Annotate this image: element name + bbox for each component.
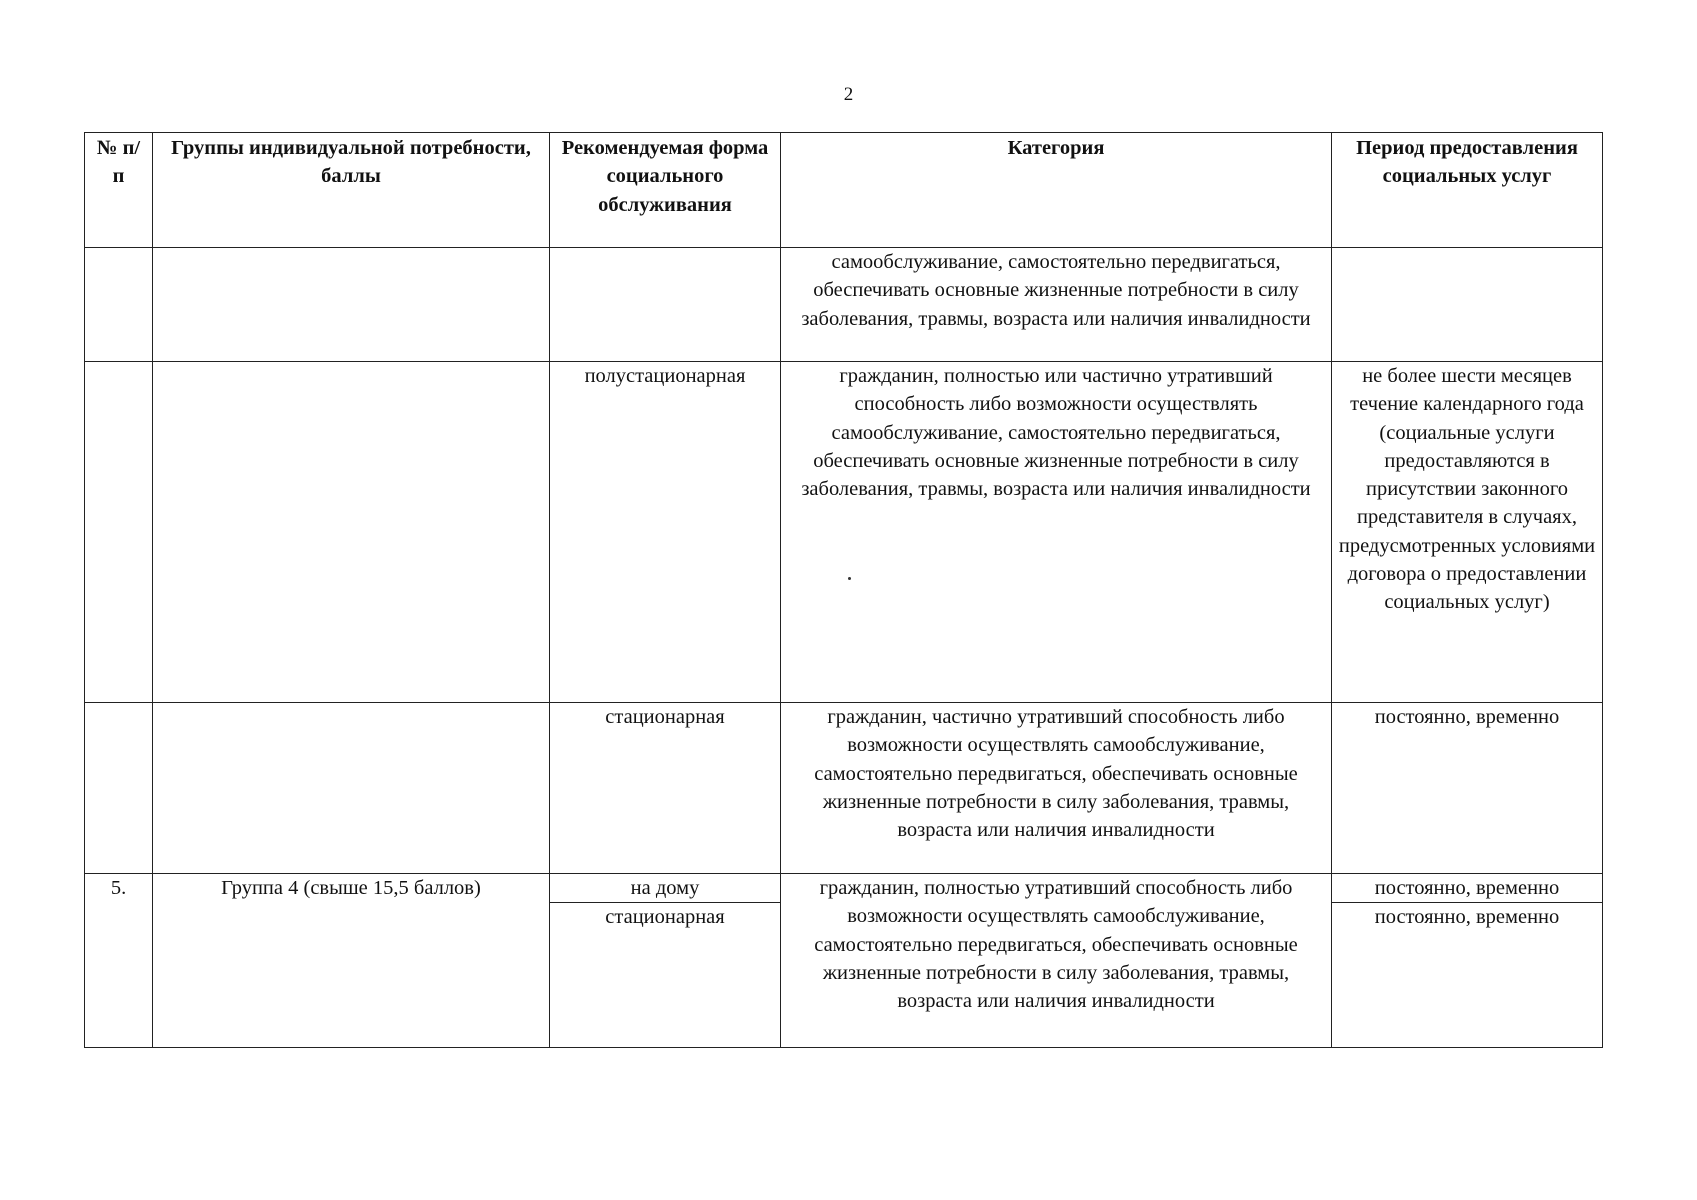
- cell-category: гражданин, частично утративший способность либо возможности осуществлять самообслуживание, самостоятельно передвигаться, обеспечивать основные жизненные потребности в силу заболевания, травмы, возраста или наличия инвалидности: [781, 703, 1332, 874]
- table-row: [85, 703, 1603, 874]
- cell-number: [85, 703, 153, 874]
- header-number: № п/п: [85, 133, 153, 248]
- social-services-table: [84, 132, 1603, 1048]
- cell-number: [85, 248, 153, 362]
- table-row: [85, 874, 1603, 903]
- cell-group: Группа 4 (свыше 15,5 баллов): [153, 874, 550, 1048]
- cell-number: [85, 362, 153, 703]
- cell-period: не более шести месяцев течение календарного года (социальные услуги предоставляются в присутствии законного представителя в случаях, предусмотренных условиями договора о предоставлении социальных услуг): [1332, 362, 1603, 703]
- cell-period: постоянно, временно: [1332, 874, 1603, 903]
- cell-form: [550, 248, 781, 362]
- cell-group: [153, 703, 550, 874]
- cell-category: самообслуживание, самостоятельно передвигаться, обеспечивать основные жизненные потребности в силу заболевания, травмы, возраста или наличия инвалидности: [781, 248, 1332, 362]
- cell-form: на дому: [550, 874, 781, 903]
- cell-period: [1332, 248, 1603, 362]
- cell-form: стационарная: [550, 703, 781, 874]
- header-period: Период предоставления социальных услуг: [1332, 133, 1603, 248]
- cell-category: гражданин, полностью или частично утративший способность либо возможности осуществлять самообслуживание, самостоятельно передвигаться, обеспечивать основные жизненные потребности в силу заболевания, травмы, возраста или наличия инвалидности: [781, 362, 1332, 703]
- cell-form: стационарная: [550, 903, 781, 1048]
- table-header-row: [85, 133, 1603, 248]
- header-category: Категория: [781, 133, 1332, 248]
- table-row: [85, 362, 1603, 703]
- cell-group: [153, 248, 550, 362]
- cell-number: 5.: [85, 874, 153, 1048]
- cell-group: [153, 362, 550, 703]
- cell-period: постоянно, временно: [1332, 903, 1603, 1048]
- cell-form: полустационарная: [550, 362, 781, 703]
- cell-period: постоянно, временно: [1332, 703, 1603, 874]
- page-number: 2: [843, 84, 854, 105]
- header-groups: Группы индивидуальной потребности, баллы: [153, 133, 550, 248]
- cell-category: гражданин, полностью утративший способность либо возможности осуществлять самообслуживание, самостоятельно передвигаться, обеспечивать основные жизненные потребности в силу заболевания, травмы, возраста или наличия инвалидности: [781, 874, 1332, 1048]
- stray-dot-mark: [848, 577, 851, 580]
- table-row: [85, 248, 1603, 362]
- header-form: Рекомендуемая форма социального обслуживания: [550, 133, 781, 248]
